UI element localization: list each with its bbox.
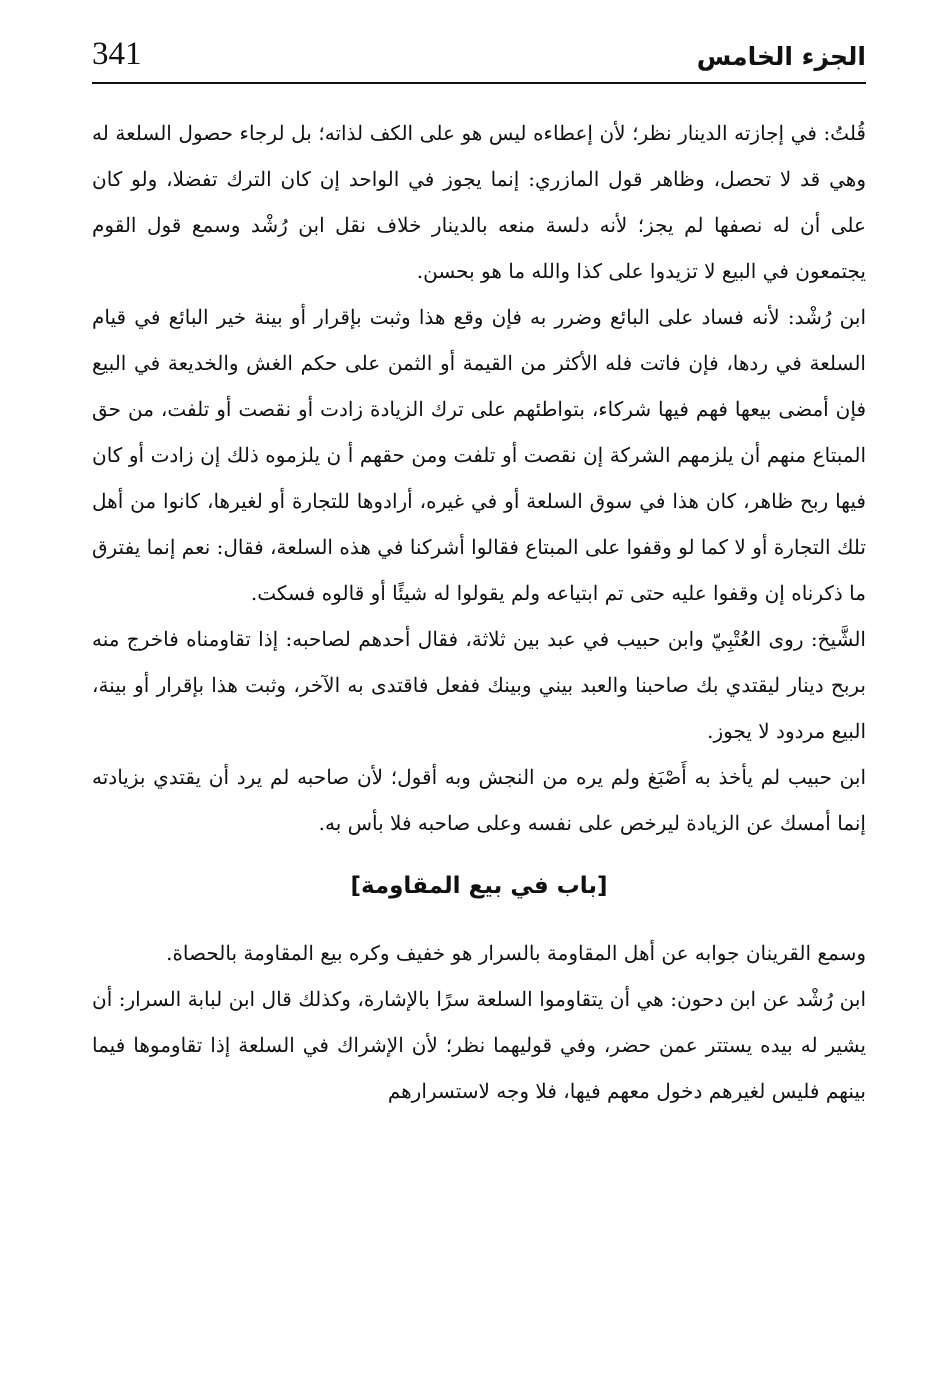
paragraph-text: لم يأخذ به أَصْبَغ ولم يره من النجش وبه أقول؛ لأن صاحبه لم يرد أن يقتدي بزيادته إنما أمسك عن الزيادة ليرخص على نفسه وعلى صاحبه فلا بأس به. xyxy=(92,765,866,835)
paragraph-label: الشَّيخ: xyxy=(810,627,866,651)
paragraph-text: وسمع القرينان جوابه عن أهل المقاومة بالسرار هو خفيف وكره بيع المقاومة بالحصاة. xyxy=(166,941,866,965)
header-rule xyxy=(92,82,866,84)
paragraph-label: ابن رُشْد xyxy=(796,987,867,1011)
page-number: 341 xyxy=(92,36,142,72)
paragraph-text: عن ابن دحون: هي أن يتقاوموا السلعة سرًا بالإشارة، وكذلك قال ابن لبابة السرار: أن يشير له بيده يستتر عمن حضر، وفي قوليهما نظر؛ لأن الإشراك في السلعة إذا تقاوموها فيما بينهم فليس لغيرهم دخول معهم فيها، فلا وجه لاستسرارهم xyxy=(92,987,866,1103)
paragraph-label: قُلتُ: xyxy=(823,121,866,145)
section-heading: [باب في بيع المقاومة] xyxy=(350,873,608,899)
paragraph-text: روى العُتْبِيّ وابن حبيب في عبد بين ثلاثة، فقال أحدهم لصاحبه: إذا تقاومناه فاخرج منه بربح دينار ليقتدي بك صاحبنا والعبد بيني وبينك ففعل فاقتدى به الآخر، وثبت هذا بإقرار أو بينة، البيع مردود لا يجوز. xyxy=(92,627,866,743)
paragraph-label: ابن حبيب xyxy=(787,765,866,789)
paragraph xyxy=(92,976,866,1114)
part-title: الجزء الخامس xyxy=(696,42,866,71)
paragraph xyxy=(92,754,866,846)
running-head xyxy=(92,30,866,80)
paragraph xyxy=(92,930,866,976)
paragraph xyxy=(92,110,866,294)
paragraph-label: ابن رُشْد: xyxy=(787,305,867,329)
paragraph xyxy=(92,294,866,616)
paragraph-text: في إجازته الدينار نظر؛ لأن إعطاءه ليس هو على الكف لذاته؛ بل لرجاء حصول السلعة له وهي قد لا تحصل، وظاهر قول المازري: إنما يجوز في الواحد إن كان الترك تفضلا، ولو كان على أن له نصفها لم يجز؛ لأنه دلسة منعه بالدينار خلاف نقل ابن رُشْد وسمع قول القوم يجتمعون في البيع لا تزيدوا على كذا والله ما هو بحسن. xyxy=(92,121,866,283)
paragraph-text: لأنه فساد على البائع وضرر به فإن وقع هذا وثبت بإقرار أو بينة خير البائع في قيام السلعة في ردها، فإن فاتت فله الأكثر من القيمة أو الثمن على حكم الغش والخديعة في البيع فإن أمضى بيعها فهم فيها شركاء، بتواطئهم على ترك الزيادة زادت أو نقصت أو تلفت، من حق المبتاع منهم أن يلزمهم الشركة إن نقصت أو تلفت ومن حقهم أ ن يلزموه ذلك إن زادت أو كان فيها ربح ظاهر، كان هذا في سوق السلعة أو في غيره، أرادوها للتجارة أو لغيرها، كانوا من أهل تلك التجارة أو لا كما لو وقفوا على المبتاع فقالوا أشركنا في هذه السلعة، فقال: نعم إنما يفترق ما ذكرناه إن وقفوا عليه حتى تم ابتياعه ولم يقولوا له شيئًا أو قالوه فسكت. xyxy=(92,305,866,605)
paragraph xyxy=(92,616,866,754)
body-text xyxy=(92,110,866,1114)
